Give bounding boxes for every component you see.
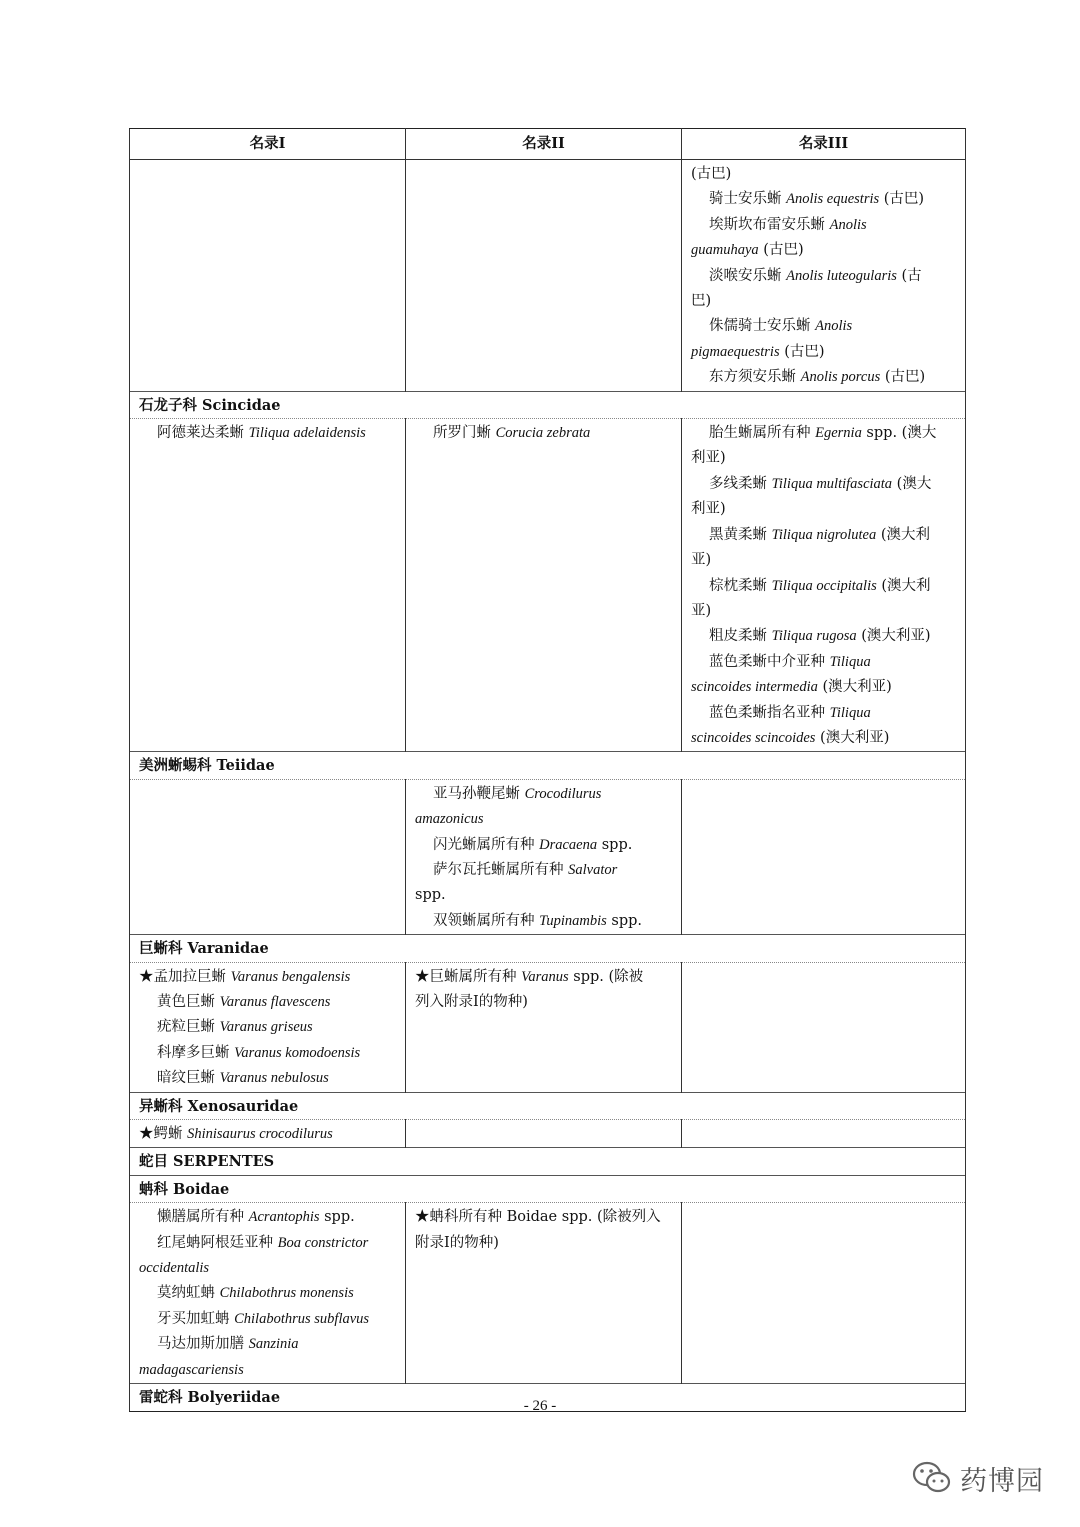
cell-appendix-2 <box>406 1203 682 1384</box>
family-title: 美洲蜥蜴科 Teiidae <box>130 752 966 779</box>
species-line <box>139 1358 397 1383</box>
cell-appendix-2 <box>406 962 682 1092</box>
scientific-name: Salvator <box>568 861 618 878</box>
species-line <box>691 523 957 548</box>
species-line <box>691 624 957 649</box>
cell-appendix-3 <box>682 1120 966 1148</box>
scientific-name: Dracaena <box>539 836 598 853</box>
scientific-name: Varanus nebulosus <box>219 1070 329 1087</box>
line-text: 蓝色柔蜥中介亚种 <box>709 653 830 670</box>
scientific-name: Anolis <box>829 216 867 233</box>
species-line <box>415 833 673 858</box>
line-suffix: spp. <box>606 912 643 929</box>
line-suffix: (澳大利 <box>876 577 931 594</box>
species-line <box>415 1231 673 1256</box>
header-appendix-3: 名录III <box>682 129 966 160</box>
scientific-name: Varanus flavescens <box>219 994 331 1010</box>
species-line <box>415 782 673 807</box>
line-text: 胎生蜥属所有种 <box>709 425 816 442</box>
line-text: ★巨蜥属所有种 <box>415 968 522 985</box>
species-line <box>139 990 397 1015</box>
family-row-scincidae <box>130 391 966 418</box>
watermark <box>912 1456 1044 1500</box>
scientific-name: Tiliqua <box>829 704 871 721</box>
species-line <box>691 314 957 339</box>
scientific-name: Anolis equestris <box>786 191 880 208</box>
line-text: ★蚺科所有种 Boidae spp. (除被列入 <box>415 1209 661 1226</box>
cell-appendix-1 <box>130 160 406 392</box>
line-text: (古巴) <box>691 166 732 182</box>
line-text: 埃斯坎布雷安乐蜥 <box>709 216 830 233</box>
line-text: 利亚) <box>691 501 726 518</box>
cell-appendix-2 <box>406 419 682 752</box>
scientific-name: scincoides intermedia <box>691 679 818 696</box>
line-suffix: spp. <box>597 836 633 853</box>
species-line <box>415 1205 673 1230</box>
species-line <box>691 162 957 187</box>
line-text: 黄色巨蜥 <box>157 994 220 1010</box>
cell-appendix-1 <box>130 419 406 752</box>
order-row-serpentes <box>130 1148 966 1175</box>
line-text: ★鳄蜥 <box>139 1126 188 1143</box>
line-text: 暗纹巨蜥 <box>157 1070 220 1087</box>
species-line <box>139 1205 397 1230</box>
line-text: 牙买加虹蚺 <box>157 1310 235 1327</box>
line-suffix: spp. (除被 <box>568 968 644 985</box>
species-line <box>139 1066 397 1091</box>
cell-appendix-3 <box>682 779 966 934</box>
scientific-name: Crocodilurus <box>524 785 602 802</box>
line-text: 马达加斯加膳 <box>157 1336 249 1353</box>
scientific-name: Tiliqua rugosa <box>771 628 857 645</box>
cell-appendix-1 <box>130 779 406 934</box>
family-title: 雷蛇科 Bolyeriidae <box>130 1384 966 1411</box>
species-line <box>415 421 673 446</box>
cell-appendix-2 <box>406 779 682 934</box>
line-text: 闪光蜥属所有种 <box>433 836 540 853</box>
scientific-name: Tiliqua multifasciata <box>771 475 893 492</box>
scientific-name: madagascariensis <box>139 1361 244 1378</box>
line-text: 附录I的物种) <box>415 1234 499 1251</box>
line-text: 所罗门蜥 <box>433 425 496 442</box>
species-line <box>139 1281 397 1306</box>
scientific-name: Boa constrictor <box>277 1234 369 1251</box>
cell-appendix-3 <box>682 419 966 752</box>
species-line <box>691 421 957 446</box>
species-line <box>691 264 957 289</box>
line-suffix: (古巴) <box>779 343 825 360</box>
species-line <box>139 421 397 446</box>
species-line <box>691 675 957 700</box>
table-row <box>130 962 966 1092</box>
scientific-name: Sanzinia <box>248 1336 299 1353</box>
line-text: 科摩多巨蜥 <box>157 1044 235 1061</box>
family-title: 巨蜥科 Varanidae <box>130 935 966 962</box>
line-text: 萨尔瓦托蜥属所有种 <box>433 861 569 878</box>
scientific-name: Tupinambis <box>539 912 607 929</box>
scientific-name: amazonicus <box>415 811 484 828</box>
table-row <box>130 160 966 392</box>
scientific-name: Tiliqua occipitalis <box>771 577 877 594</box>
order-title: 蛇目 SERPENTES <box>130 1148 966 1175</box>
scientific-name: pigmaequestris <box>691 343 780 360</box>
page-number: - 26 - <box>523 1398 557 1414</box>
species-line <box>139 1015 397 1040</box>
table-row <box>130 1120 966 1148</box>
line-suffix: (古巴) <box>758 242 804 259</box>
scientific-name: occidentalis <box>139 1260 210 1277</box>
line-text: spp. <box>415 887 446 904</box>
line-text: 亚) <box>691 602 712 619</box>
family-row-boidae <box>130 1175 966 1202</box>
species-line <box>691 365 957 390</box>
line-suffix: (古巴) <box>880 369 926 386</box>
species-line <box>139 965 397 990</box>
scientific-name: Corucia zebrata <box>495 425 591 442</box>
species-line <box>139 1256 397 1281</box>
species-line <box>415 909 673 934</box>
line-text: 侏儒骑士安乐蜥 <box>709 318 816 335</box>
line-text: 红尾蚺阿根廷亚种 <box>157 1234 278 1251</box>
species-line <box>415 990 673 1015</box>
family-title: 异蜥科 Xenosauridae <box>130 1092 966 1119</box>
species-line <box>139 1231 397 1256</box>
scientific-name: Acrantophis <box>248 1209 320 1226</box>
line-text: 淡喉安乐蜥 <box>709 267 787 284</box>
scientific-name: Shinisaurus crocodilurus <box>187 1126 333 1143</box>
header-appendix-1: 名录I <box>130 129 406 160</box>
species-line <box>139 1122 397 1147</box>
line-suffix: (澳大利亚) <box>856 628 931 645</box>
line-suffix: (澳大 <box>892 475 932 492</box>
scientific-name: Anolis luteogularis <box>786 267 897 284</box>
watermark-text: 药博园 <box>960 1465 1044 1497</box>
species-line <box>691 213 957 238</box>
scientific-name: Tiliqua nigrolutea <box>771 526 877 543</box>
family-row-teiidae <box>130 752 966 779</box>
species-line <box>691 726 957 751</box>
species-line <box>691 599 957 624</box>
species-line <box>691 574 957 599</box>
scientific-name: guamuhaya <box>691 242 759 259</box>
line-text: 蓝色柔蜥指名亚种 <box>709 704 830 721</box>
scientific-name: scincoides scincoides <box>691 729 816 746</box>
scientific-name: Tiliqua <box>829 653 871 670</box>
table-row <box>130 779 966 934</box>
species-line <box>415 965 673 990</box>
cell-appendix-3 <box>682 962 966 1092</box>
cites-appendix-table <box>129 128 966 1412</box>
species-line <box>691 187 957 212</box>
species-line <box>691 497 957 522</box>
cell-appendix-3 <box>682 160 966 392</box>
line-suffix: (澳大利亚) <box>817 679 892 696</box>
species-line <box>139 1307 397 1332</box>
cell-appendix-2 <box>406 1120 682 1148</box>
species-line <box>691 446 957 471</box>
species-line <box>415 858 673 883</box>
scientific-name: Chilabothrus subflavus <box>234 1310 370 1327</box>
line-suffix: (古 <box>896 267 922 284</box>
wechat-icon <box>912 1461 952 1495</box>
species-line <box>415 883 673 908</box>
family-title: 蚺科 Boidae <box>130 1175 966 1202</box>
line-text: 列入附录I的物种) <box>415 994 528 1010</box>
table-row <box>130 419 966 752</box>
scientific-name: Anolis <box>815 318 853 335</box>
line-text: 莫纳虹蚺 <box>157 1285 220 1302</box>
scientific-name: Varanus komodoensis <box>234 1044 361 1061</box>
cell-appendix-3 <box>682 1203 966 1384</box>
line-suffix: (澳大利亚) <box>815 729 890 746</box>
line-text: 利亚) <box>691 450 726 467</box>
cell-appendix-1 <box>130 962 406 1092</box>
line-text: 多线柔蜥 <box>709 475 772 492</box>
scientific-name: Chilabothrus monensis <box>219 1285 354 1302</box>
scientific-name: Varanus <box>521 968 569 985</box>
family-row-varanidae <box>130 935 966 962</box>
line-text: 骑士安乐蜥 <box>709 191 787 208</box>
line-text: 棕枕柔蜥 <box>709 577 772 594</box>
line-suffix: (古巴) <box>879 191 925 208</box>
species-line <box>691 340 957 365</box>
species-line <box>139 1332 397 1357</box>
family-row-xenosauridae <box>130 1092 966 1119</box>
line-text: 亚马孙鞭尾蜥 <box>433 785 525 802</box>
line-text: 黑黄柔蜥 <box>709 526 772 543</box>
family-title: 石龙子科 Scincidae <box>130 391 966 418</box>
line-suffix: spp. <box>319 1209 355 1226</box>
species-line <box>691 650 957 675</box>
scientific-name: Varanus bengalensis <box>230 968 351 985</box>
scientific-name: Tiliqua adelaidensis <box>248 425 366 442</box>
scientific-name: Varanus griseus <box>219 1019 313 1036</box>
cell-appendix-2 <box>406 160 682 392</box>
line-text: 阿德莱达柔蜥 <box>157 425 249 442</box>
line-suffix: spp. (澳大 <box>861 425 937 442</box>
line-text: 亚) <box>691 552 712 569</box>
species-line <box>415 807 673 832</box>
species-line <box>691 548 957 573</box>
species-line <box>139 1041 397 1066</box>
cell-appendix-1 <box>130 1203 406 1384</box>
species-line <box>691 472 957 497</box>
header-appendix-2: 名录II <box>406 129 682 160</box>
line-text: 疣粒巨蜥 <box>157 1019 220 1036</box>
line-text: 懒膳属所有种 <box>157 1209 249 1226</box>
line-suffix: (澳大利 <box>876 526 930 543</box>
line-text: 双领蜥属所有种 <box>433 912 540 929</box>
line-text: 粗皮柔蜥 <box>709 628 772 645</box>
scientific-name: Anolis porcus <box>800 369 881 386</box>
line-text: 东方须安乐蜥 <box>709 369 801 386</box>
species-line <box>691 701 957 726</box>
species-line <box>691 289 957 314</box>
table-row <box>130 1203 966 1384</box>
line-text: ★孟加拉巨蜥 <box>139 968 231 985</box>
line-text: 巴) <box>691 293 712 310</box>
scientific-name: Egernia <box>815 425 862 442</box>
species-line <box>691 238 957 263</box>
cell-appendix-1 <box>130 1120 406 1148</box>
